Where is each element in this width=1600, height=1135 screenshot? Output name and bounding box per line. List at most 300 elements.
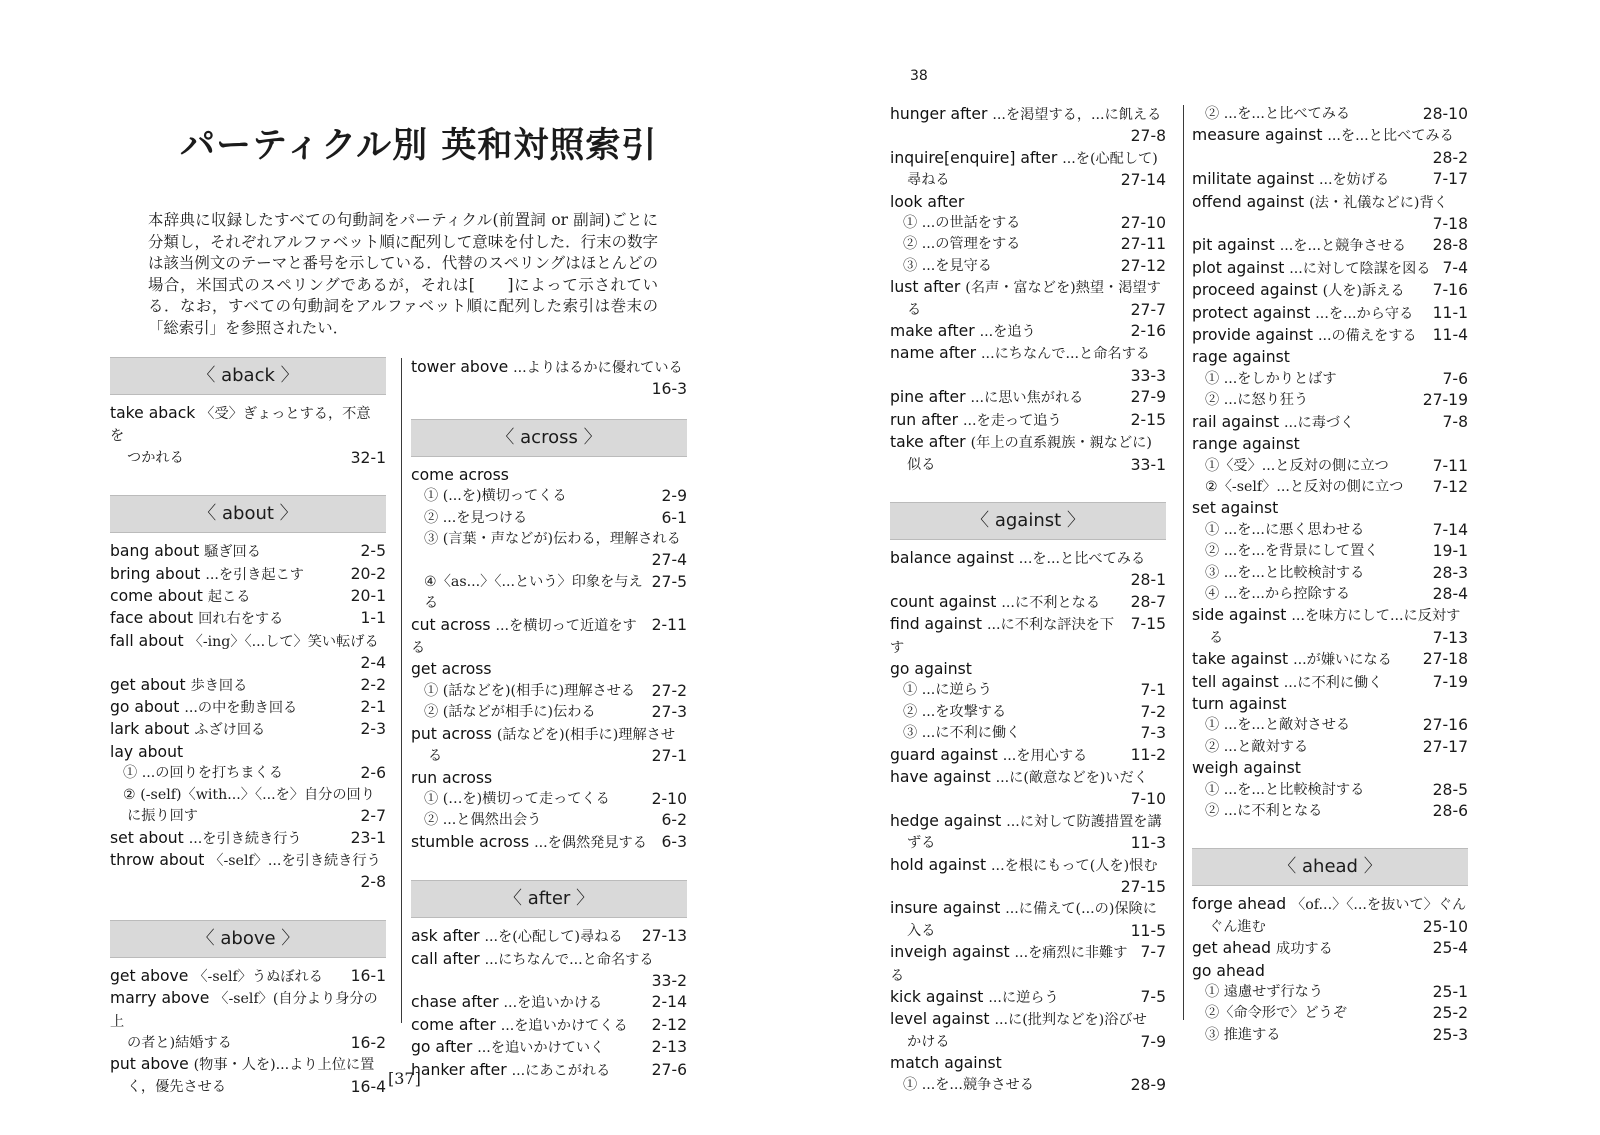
entry-headword: lark about — [110, 720, 190, 739]
entry-headword: name after — [890, 344, 977, 363]
entry-meaning: ②〈命令形で〉どうぞ — [1205, 1005, 1347, 1022]
entry-meaning: ...を...と競争させる — [1279, 238, 1407, 255]
sub-entry — [1192, 520, 1468, 541]
entry-ref: 2-4 — [360, 654, 386, 673]
index-column-3 — [890, 104, 1166, 1096]
index-entry — [110, 719, 386, 741]
index-entry — [890, 148, 1166, 170]
index-entry — [411, 357, 687, 379]
entry-ref: 7-15 — [1130, 615, 1166, 634]
entry-meaning: ① ...に逆らう — [903, 682, 992, 699]
entry-headword: lust after — [890, 278, 961, 297]
sub-entry — [411, 702, 687, 723]
index-entry — [411, 1037, 687, 1059]
entry-ref: 25-4 — [1432, 939, 1468, 958]
entry-ref: 7-18 — [1432, 215, 1468, 234]
entry-headword: come across — [411, 465, 509, 484]
entry-ref: 2-14 — [651, 993, 687, 1012]
index-entry — [411, 926, 687, 948]
sub-entry — [1192, 390, 1468, 411]
entry-headword: pit against — [1192, 236, 1275, 255]
index-entry — [890, 548, 1166, 570]
sub-entry — [1192, 584, 1468, 605]
page-title: パーティクル別 英和対照索引 — [180, 126, 658, 166]
entry-meaning: ...に不利に働く — [1283, 674, 1383, 691]
index-entry — [411, 1060, 687, 1082]
entry-meaning: 〈-ing〉〈...して〉笑い転げる — [188, 633, 379, 650]
entry-meaning: ...を用心する — [1002, 747, 1088, 764]
entry-meaning: ③ ...を見守る — [903, 257, 992, 274]
entry-meaning: (物事・人を)...より上位に置 — [193, 1057, 375, 1074]
page-number-right: 38 — [910, 68, 928, 84]
entry-ref: 27-7 — [1130, 300, 1166, 319]
entry-meaning: ①〈受〉...と反対の側に立つ — [1205, 457, 1389, 474]
index-entry — [110, 1054, 386, 1076]
entry-headword: guard against — [890, 745, 998, 764]
index-entry — [110, 966, 386, 988]
entry-meaning: ② ...と偶然出会う — [424, 812, 542, 829]
entry-ref: 7-6 — [1442, 369, 1468, 388]
index-entry — [890, 811, 1166, 833]
entry-headword: level against — [890, 1010, 990, 1029]
entry-meaning: ...を追いかけていく — [477, 1040, 605, 1057]
entry-meaning: ① ...の世話をする — [903, 215, 1021, 232]
index-entry — [110, 403, 386, 448]
entry-headword: set about — [110, 828, 184, 847]
index-entry — [890, 855, 1166, 877]
entry-ref: 27-13 — [641, 927, 687, 946]
index-column-4 — [1192, 104, 1468, 1046]
sub-entry — [1192, 541, 1468, 562]
entry-ref: 2-2 — [360, 675, 386, 694]
entry-meaning-cont: る — [907, 301, 922, 318]
entry-meaning: ③ ...を...と比較検討する — [1205, 564, 1365, 581]
entry-headword: go ahead — [1192, 961, 1265, 980]
entry-meaning: 〈of...〉〈...を抜いて〉ぐん — [1291, 897, 1467, 914]
sub-entry — [1192, 1025, 1468, 1046]
entry-ref: 27-6 — [651, 1060, 687, 1079]
entry-headword: inquire[enquire] after — [890, 148, 1058, 167]
entry-ref: 33-2 — [651, 971, 687, 990]
entry-meaning: ...に不利な評決を下す — [890, 617, 1115, 656]
entry-ref: 28-10 — [1422, 105, 1468, 123]
entry-meaning: ...にちなんで...と命名する — [484, 951, 654, 968]
entry-ref: 27-17 — [1422, 737, 1468, 756]
entry-ref: 2-6 — [360, 764, 386, 783]
entry-headword: hold against — [890, 855, 987, 874]
entry-meaning-cont: つかれる — [127, 449, 184, 466]
entry-ref: 2-1 — [360, 698, 386, 717]
entry-ref: 28-3 — [1432, 563, 1468, 582]
entry-headword: marry above — [110, 989, 210, 1008]
entry-headword: get ahead — [1192, 939, 1272, 958]
entry-headword: lay about — [110, 742, 184, 761]
entry-meaning: ...を...と比べてみる — [1327, 128, 1454, 145]
entry-headword: rage against — [1192, 348, 1290, 367]
entry-ref: 27-1 — [651, 747, 687, 766]
entry-ref: 1-1 — [360, 609, 386, 628]
entry-meaning: ① ...をしかりとばす — [1205, 370, 1337, 387]
entry-headword: make after — [890, 322, 975, 341]
sub-entry — [890, 213, 1166, 234]
index-entry — [110, 697, 386, 719]
entry-meaning: 起こる — [207, 589, 251, 606]
entry-ref: 27-9 — [1130, 388, 1166, 407]
sub-entry: ③ (言葉・声などが)伝わる，理解される — [424, 531, 681, 548]
entry-meaning: ...にちなんで...と命名する — [981, 346, 1150, 363]
entry-ref: 2-13 — [651, 1038, 687, 1057]
entry-headword: take aback — [110, 404, 196, 422]
entry-headword: find against — [890, 615, 983, 634]
entry-ref: 6-2 — [661, 811, 687, 830]
entry-meaning-cont: ずる — [907, 835, 936, 852]
entry-headword: put across — [411, 724, 492, 743]
entry-meaning: 成功する — [1276, 941, 1333, 958]
sub-entry — [890, 680, 1166, 701]
index-column-1 — [110, 357, 386, 1098]
entry-meaning: ① (話などを)(相手に)理解させる — [424, 682, 636, 699]
index-column-2 — [411, 357, 687, 1082]
sub-entry — [1192, 737, 1468, 758]
entry-meaning: ...に備えて(...の)保険に — [1005, 901, 1157, 918]
index-entry — [890, 745, 1166, 767]
entry-ref: 2-12 — [651, 1015, 687, 1034]
section-header-above: 〈 above 〉 — [110, 920, 386, 958]
entry-meaning: ②〈-self〉...と反対の側に立つ — [1205, 478, 1404, 495]
entry-ref: 27-19 — [1422, 391, 1468, 410]
entry-ref: 7-5 — [1140, 988, 1166, 1007]
entry-headword: look after — [890, 192, 965, 211]
index-entry — [890, 767, 1166, 789]
entry-meaning: (話などを)(相手に)理解させ — [496, 726, 676, 743]
entry-meaning: ...を横切って近道をする — [411, 617, 637, 657]
index-entry — [411, 724, 687, 746]
entry-headword: cut across — [411, 615, 491, 634]
index-entry — [110, 586, 386, 608]
entry-meaning: ...を走って追う — [963, 412, 1062, 429]
entry-headword: take after — [890, 433, 966, 452]
entry-meaning: ...を痛烈に非難する — [890, 945, 1128, 984]
index-entry — [411, 1015, 687, 1037]
entry-ref: 25-10 — [1422, 917, 1468, 936]
sub-entry — [411, 508, 687, 529]
entry-headword: plot against — [1192, 258, 1285, 277]
entry-meaning: ...に毒づく — [1284, 414, 1355, 431]
entry-ref: 27-8 — [1130, 127, 1166, 146]
entry-headword: come about — [110, 587, 203, 606]
sub-entry — [1192, 477, 1468, 498]
index-entry — [890, 592, 1166, 614]
entry-meaning: ...を偶然発見する — [534, 834, 647, 851]
entry-ref: 27-15 — [1120, 878, 1166, 896]
entry-headword: protect against — [1192, 303, 1311, 322]
entry-headword: provide against — [1192, 326, 1313, 345]
index-entry — [1192, 894, 1468, 916]
entry-ref: 16-2 — [350, 1033, 386, 1052]
entry-headword: hunger after — [890, 105, 988, 123]
entry-meaning-cont: 入る — [907, 922, 936, 939]
entry-ref: 28-6 — [1432, 802, 1468, 820]
index-entry — [1192, 412, 1468, 434]
entry-meaning: ふざけ回る — [194, 722, 266, 739]
entry-headword: tell against — [1192, 672, 1279, 691]
index-entry — [110, 675, 386, 697]
sub-entry — [890, 723, 1166, 744]
index-entry — [1192, 235, 1468, 257]
entry-meaning: 騒ぎ回る — [204, 544, 261, 561]
column-rule-1 — [401, 358, 402, 1023]
index-entry — [110, 608, 386, 630]
sub-entry — [411, 486, 687, 507]
entry-meaning-cont: ぐん進む — [1209, 918, 1266, 935]
entry-ref: 11-5 — [1130, 921, 1166, 940]
entry-headword: range against — [1192, 435, 1300, 454]
entry-ref: 11-3 — [1130, 834, 1166, 853]
entry-ref: 28-2 — [1432, 148, 1468, 167]
index-entry — [1192, 169, 1468, 191]
entry-meaning: ① ...を...と比較検討する — [1205, 781, 1365, 798]
sub-entry — [890, 702, 1166, 723]
sub-entry: ② (-self)〈with...〉〈...を〉自分の回り — [123, 786, 375, 803]
entry-ref: 2-9 — [661, 487, 687, 506]
sub-entry — [1192, 563, 1468, 584]
entry-headword: take against — [1192, 650, 1289, 669]
index-entry — [110, 631, 386, 653]
entry-ref: 7-10 — [1130, 790, 1166, 809]
entry-headword: bring about — [110, 564, 201, 583]
entry-headword: hanker after — [411, 1060, 507, 1079]
entry-ref: 16-3 — [651, 380, 687, 399]
entry-meaning: ...に対して防護措置を講 — [1006, 813, 1162, 830]
index-entry — [1192, 325, 1468, 347]
entry-meaning: ...を追いかけてくる — [500, 1017, 628, 1034]
entry-ref: 2-15 — [1130, 410, 1166, 429]
entry-meaning: ③ ...に不利に働く — [903, 725, 1021, 742]
entry-headword: come after — [411, 1015, 496, 1034]
entry-ref: 28-8 — [1432, 236, 1468, 255]
sub-entry — [411, 681, 687, 702]
index-entry — [110, 850, 386, 872]
entry-meaning: 〈受〉ぎょっとする，不意を — [110, 406, 371, 445]
entry-meaning: 〈-self〉うぬぼれる — [193, 968, 323, 985]
index-entry — [110, 541, 386, 563]
index-entry — [890, 1009, 1166, 1031]
index-entry — [1192, 125, 1468, 147]
entry-headword: militate against — [1192, 170, 1314, 189]
entry-ref: 27-4 — [651, 551, 687, 570]
entry-meaning: ...に(批判などを)浴びせ — [994, 1012, 1147, 1029]
index-entry — [110, 988, 386, 1033]
entry-ref: 27-3 — [651, 703, 687, 722]
entry-headword: stumble across — [411, 832, 530, 851]
index-entry — [890, 277, 1166, 299]
sub-entry — [1192, 801, 1468, 822]
entry-ref: 6-1 — [661, 508, 687, 527]
section-header-aback: 〈 aback 〉 — [110, 357, 386, 395]
entry-ref: 7-14 — [1432, 520, 1468, 539]
sub-entry — [1192, 982, 1468, 1003]
index-entry — [890, 942, 1166, 987]
entry-ref: 27-11 — [1120, 235, 1166, 254]
entry-meaning: ③ 推進する — [1205, 1026, 1281, 1043]
index-entry — [110, 828, 386, 850]
entry-meaning-cont: の者と)結婚する — [127, 1034, 232, 1051]
column-rule-2 — [1183, 105, 1184, 1020]
sub-entry — [890, 234, 1166, 255]
entry-meaning: ② ...を...と比べてみる — [1205, 106, 1351, 122]
entry-headword: get about — [110, 675, 186, 694]
index-entry — [1192, 649, 1468, 671]
index-entry — [890, 387, 1166, 409]
entry-ref: 11-2 — [1130, 745, 1166, 764]
index-entry — [890, 987, 1166, 1009]
entry-ref: 25-1 — [1432, 983, 1468, 1002]
entry-meaning-cont: 尋ねる — [907, 172, 950, 189]
sub-entry — [1192, 715, 1468, 736]
sub-entry — [1192, 456, 1468, 477]
entry-ref: 7-3 — [1140, 724, 1166, 743]
entry-ref: 2-7 — [360, 807, 386, 826]
entry-ref: 27-10 — [1120, 214, 1166, 233]
entry-meaning-cont: かける — [907, 1033, 950, 1050]
index-entry — [1192, 192, 1468, 214]
entry-meaning: ...を追う — [979, 324, 1036, 341]
entry-ref: 16-4 — [350, 1077, 386, 1096]
entry-meaning: ...を渇望する，...に飢える — [992, 107, 1162, 123]
entry-ref: 27-2 — [651, 681, 687, 700]
entry-meaning: ...を味方にして...に反対す — [1291, 608, 1461, 625]
entry-ref: 32-1 — [350, 448, 386, 467]
entry-ref: 7-4 — [1442, 258, 1468, 277]
entry-meaning: ...を(心配して) — [1062, 150, 1158, 167]
entry-meaning: ...を妨げる — [1318, 172, 1390, 189]
sub-entry — [1192, 780, 1468, 801]
entry-meaning-cont: る — [428, 748, 443, 765]
index-entry — [411, 949, 687, 971]
entry-headword: get across — [411, 660, 492, 679]
entry-meaning: ...を引き起こす — [205, 566, 304, 583]
entry-meaning-cont: る — [1209, 629, 1224, 646]
entry-headword: run after — [890, 410, 959, 429]
entry-meaning: ② ...の管理をする — [903, 236, 1021, 253]
entry-meaning: ...を...から守る — [1315, 305, 1414, 322]
page-number-left: [37] — [388, 1069, 421, 1088]
entry-ref: 28-9 — [1130, 1075, 1166, 1094]
entry-headword: measure against — [1192, 126, 1323, 145]
entry-ref: 27-18 — [1422, 650, 1468, 669]
entry-headword: match against — [890, 1054, 1002, 1073]
section-header-after: 〈 after 〉 — [411, 880, 687, 918]
entry-ref: 25-2 — [1432, 1004, 1468, 1023]
entry-headword: tower above — [411, 358, 509, 376]
entry-ref: 7-12 — [1432, 477, 1468, 496]
entry-meaning: ① 遠慮せず行なう — [1205, 984, 1324, 1001]
entry-headword: bang about — [110, 542, 200, 561]
entry-headword: get above — [110, 966, 189, 985]
entry-ref: 6-3 — [661, 832, 687, 851]
entry-ref: 27-14 — [1120, 171, 1166, 190]
entry-meaning: ① ...を...に悪く思わせる — [1205, 521, 1365, 538]
entry-meaning: ...に(敵意などを)いだく — [995, 769, 1148, 786]
entry-ref: 11-4 — [1432, 326, 1468, 345]
entry-headword: count against — [890, 592, 997, 611]
index-entry — [1192, 938, 1468, 960]
entry-ref: 20-1 — [350, 587, 386, 606]
entry-meaning: ...が嫌いになる — [1293, 652, 1392, 669]
entry-meaning: ① ...を...と敵対させる — [1205, 717, 1351, 734]
entry-ref: 16-1 — [350, 966, 386, 985]
entry-headword: kick against — [890, 988, 984, 1007]
entry-meaning: ...に逆らう — [988, 990, 1059, 1007]
entry-meaning-cont: く，優先させる — [127, 1078, 227, 1095]
index-entry — [890, 410, 1166, 432]
entry-meaning: ...を追いかける — [503, 995, 603, 1012]
entry-meaning: ...を根にもって(人を)恨む — [991, 857, 1158, 874]
index-entry — [411, 615, 687, 660]
index-entry — [1192, 258, 1468, 280]
section-header-across: 〈 across 〉 — [411, 419, 687, 457]
entry-ref: 27-12 — [1120, 256, 1166, 275]
entry-ref: 7-9 — [1140, 1032, 1166, 1051]
entry-ref: 28-1 — [1130, 571, 1166, 590]
sub-entry — [890, 1075, 1166, 1096]
sub-entry — [411, 572, 687, 615]
entry-meaning: ...に思い焦がれる — [970, 390, 1084, 407]
entry-meaning: ...の備えをする — [1317, 328, 1417, 345]
sub-entry — [411, 789, 687, 810]
entry-meaning: (人を)訴える — [1322, 283, 1405, 300]
entry-meaning: 回れ右をする — [198, 611, 284, 628]
index-entry — [890, 104, 1166, 126]
sub-entry — [1192, 369, 1468, 390]
sub-entry — [1192, 104, 1468, 125]
entry-ref: 7-13 — [1432, 628, 1468, 647]
entry-headword: ask after — [411, 927, 480, 946]
index-entry — [890, 343, 1166, 365]
entry-meaning: ② ...を見つける — [424, 509, 528, 526]
entry-headword: inveigh against — [890, 943, 1010, 962]
entry-ref: 28-4 — [1432, 584, 1468, 603]
entry-meaning: ...の中を動き回る — [184, 700, 298, 717]
entry-ref: 7-16 — [1432, 281, 1468, 300]
index-entry — [890, 432, 1166, 454]
entry-ref: 7-19 — [1432, 672, 1468, 691]
entry-headword: rail against — [1192, 412, 1280, 431]
entry-meaning: ② ...と敵対する — [1205, 738, 1309, 755]
entry-headword: chase after — [411, 993, 499, 1012]
entry-meaning: ④ ...を...から控除する — [1205, 585, 1351, 602]
index-entry — [890, 898, 1166, 920]
index-entry — [110, 564, 386, 586]
entry-headword: put above — [110, 1055, 189, 1074]
entry-headword: proceed against — [1192, 281, 1318, 300]
entry-ref: 7-17 — [1432, 170, 1468, 189]
entry-ref: 20-2 — [350, 564, 386, 583]
entry-headword: go after — [411, 1038, 473, 1057]
entry-ref: 7-8 — [1442, 412, 1468, 431]
section-header-about: 〈 about 〉 — [110, 495, 386, 533]
entry-headword: turn against — [1192, 694, 1287, 713]
entry-ref: 25-3 — [1432, 1025, 1468, 1044]
entry-meaning: ④〈as...〉〈...という〉印象を与える — [424, 573, 643, 612]
entry-meaning: ② ...に不利となる — [1205, 803, 1323, 819]
entry-meaning: 〈-self〉(自分より身分の上 — [110, 991, 378, 1030]
entry-meaning: ① (...を)横切ってくる — [424, 488, 567, 505]
index-entry — [411, 992, 687, 1014]
entry-headword: set against — [1192, 499, 1279, 518]
entry-meaning: ② ...を攻撃する — [903, 703, 1007, 720]
index-entry — [1192, 605, 1468, 627]
